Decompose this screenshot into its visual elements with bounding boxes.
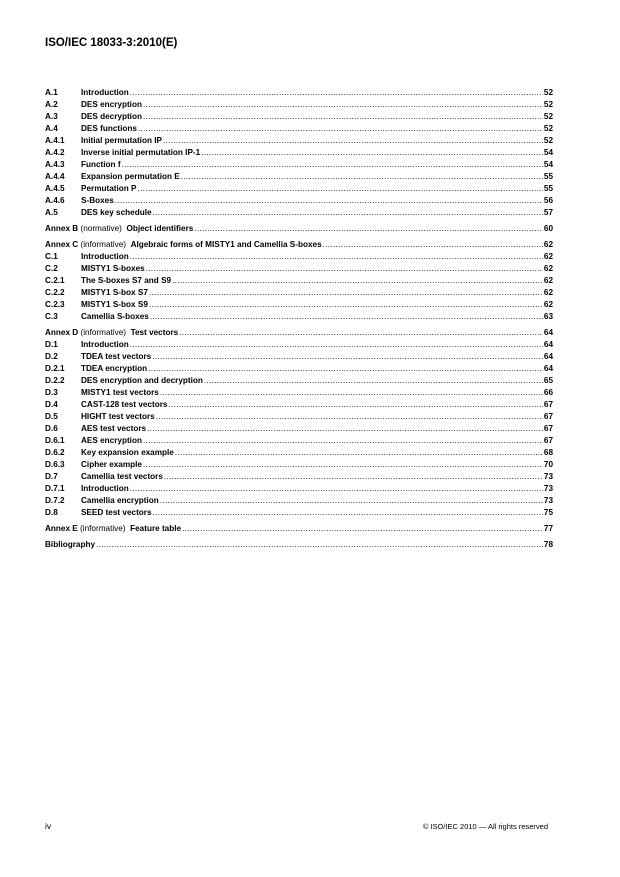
annex-type: (normative) [80,224,122,233]
toc-number: D.1 [45,340,58,349]
toc-annex-entry[interactable] [45,327,553,339]
leader-dots [160,387,543,399]
toc-number: D.8 [45,508,58,517]
toc-entry[interactable] [45,87,553,99]
table-of-contents [45,87,553,551]
toc-entry[interactable] [45,159,553,171]
toc-title: Test vectors [130,328,179,337]
toc-page: 65 [543,376,553,385]
toc-page: 73 [543,472,553,481]
toc-number: D.7.2 [45,496,65,505]
toc-title: MISTY1 S-box S9 [81,300,148,309]
leader-dots [323,239,543,251]
toc-number: D.2.1 [45,364,65,373]
toc-number: A.4.3 [45,160,65,169]
toc-number: D.7 [45,472,58,481]
toc-entry[interactable] [45,275,553,287]
toc-entry[interactable] [45,123,553,135]
toc-page: 62 [543,264,553,273]
toc-entry[interactable] [45,435,553,447]
toc-page: 63 [543,312,553,321]
annex-type: (informative) [80,328,126,337]
leader-dots [194,223,543,235]
toc-entry[interactable] [45,135,553,147]
toc-page: 64 [543,340,553,349]
toc-entry[interactable] [45,251,553,263]
toc-entry[interactable] [45,507,553,519]
toc-entry[interactable] [45,351,553,363]
toc-annex-entry[interactable] [45,239,553,251]
toc-page: 54 [543,160,553,169]
toc-page: 62 [543,288,553,297]
toc-page: 52 [543,112,553,121]
toc-number: A.5 [45,208,58,217]
toc-title: Permutation P [81,184,137,193]
leader-dots [182,523,543,535]
toc-number: A.4.6 [45,196,65,205]
toc-title: Algebraic forms of MISTY1 and Camellia S-boxes [130,240,322,249]
toc-title: Camellia test vectors [81,472,163,481]
toc-entry[interactable] [45,147,553,159]
toc-page: 67 [543,400,553,409]
leader-dots [181,171,543,183]
toc-page: 52 [543,124,553,133]
toc-page: 75 [543,508,553,517]
toc-entry[interactable] [45,311,553,323]
toc-entry[interactable] [45,447,553,459]
copyright-notice: © ISO/IEC 2010 — All rights reserved [422,822,548,831]
toc-annex-entry[interactable] [45,223,553,235]
leader-dots [160,495,543,507]
leader-dots [163,135,543,147]
toc-number: C.2 [45,264,58,273]
leader-dots [175,447,543,459]
toc-page: 64 [543,328,553,337]
toc-title: DES functions [81,124,137,133]
toc-title: Bibliography [45,540,96,549]
toc-entry[interactable] [45,483,553,495]
toc-page: 77 [543,524,553,533]
toc-title: CAST-128 test vectors [81,400,168,409]
toc-title: SEED test vectors [81,508,152,517]
leader-dots [148,363,543,375]
toc-page: 52 [543,136,553,145]
toc-title: Key expansion example [81,448,174,457]
toc-title: Introduction [81,88,129,97]
toc-entry[interactable] [45,423,553,435]
annex-type: (informative) [80,240,126,249]
toc-page: 67 [543,436,553,445]
toc-title: Introduction [81,252,129,261]
toc-number: D.4 [45,400,58,409]
toc-entry[interactable] [45,111,553,123]
toc-page: 52 [543,88,553,97]
toc-entry[interactable] [45,263,553,275]
toc-entry[interactable] [45,183,553,195]
toc-entry[interactable] [45,287,553,299]
toc-entry[interactable] [45,495,553,507]
toc-number: D.6.1 [45,436,65,445]
leader-dots [130,87,543,99]
toc-page: 66 [543,388,553,397]
toc-number: A.4.1 [45,136,65,145]
leader-dots [179,327,543,339]
leader-dots [143,111,543,123]
toc-entry[interactable] [45,375,553,387]
toc-page: 62 [543,300,553,309]
toc-title: HIGHT test vectors [81,412,155,421]
toc-number: A.2 [45,100,58,109]
toc-number: D.5 [45,412,58,421]
toc-number: D.7.1 [45,484,65,493]
leader-dots [168,399,542,411]
annex-label: Annex D [45,328,79,337]
leader-dots [150,311,543,323]
leader-dots [96,539,543,551]
leader-dots [130,339,543,351]
toc-number: D.6 [45,424,58,433]
leader-dots [130,251,543,263]
toc-page: 62 [543,276,553,285]
toc-title: MISTY1 test vectors [81,388,159,397]
annex-label: Annex E [45,524,78,533]
toc-page: 67 [543,424,553,433]
leader-dots [149,299,543,311]
toc-page: 70 [543,460,553,469]
toc-page: 60 [543,224,553,233]
toc-page: 62 [543,240,553,249]
leader-dots [138,183,543,195]
toc-number: D.3 [45,388,58,397]
toc-title: TDEA encryption [81,364,148,373]
toc-number: D.6.2 [45,448,65,457]
leader-dots [152,351,543,363]
leader-dots [149,287,543,299]
toc-entry[interactable] [45,171,553,183]
toc-title: MISTY1 S-boxes [81,264,145,273]
toc-title: Initial permutation IP [81,136,162,145]
toc-title: Function f [81,160,121,169]
toc-entry[interactable] [45,459,553,471]
leader-dots [138,123,543,135]
toc-title: Camellia S-boxes [81,312,149,321]
toc-number: C.1 [45,252,58,261]
toc-title: Introduction [81,484,129,493]
toc-entry[interactable] [45,363,553,375]
toc-entry[interactable] [45,99,553,111]
leader-dots [156,411,543,423]
leader-dots [153,507,543,519]
toc-annex-entry[interactable] [45,523,553,535]
toc-page: 64 [543,352,553,361]
toc-number: A.4.4 [45,172,65,181]
toc-title: Feature table [130,524,182,533]
toc-number: A.3 [45,112,58,121]
toc-title: Inverse initial permutation IP-1 [81,148,201,157]
toc-entry[interactable] [45,195,553,207]
toc-number: A.4.2 [45,148,65,157]
toc-title: TDEA test vectors [81,352,152,361]
annex-label: Annex C [45,240,79,249]
toc-entry[interactable] [45,299,553,311]
toc-title: Cipher example [81,460,142,469]
leader-dots [143,99,543,111]
toc-title: Expansion permutation E [81,172,180,181]
toc-number: D.2.2 [45,376,65,385]
toc-page: 73 [543,496,553,505]
toc-title: DES key schedule [81,208,152,217]
leader-dots [172,275,543,287]
toc-title: Camellia encryption [81,496,159,505]
toc-page: 73 [543,484,553,493]
toc-entry[interactable] [45,399,553,411]
leader-dots [143,459,543,471]
toc-page: 67 [543,412,553,421]
toc-number: C.3 [45,312,58,321]
page-number: iv [45,821,52,831]
leader-dots [204,375,543,387]
toc-entry[interactable] [45,471,553,483]
leader-dots [164,471,543,483]
toc-title: Introduction [81,340,129,349]
toc-page: 68 [543,448,553,457]
document-id: ISO/IEC 18033-3:2010(E) [45,37,178,49]
toc-entry[interactable] [45,339,553,351]
toc-number: C.2.3 [45,300,65,309]
leader-dots [146,263,543,275]
toc-title: MISTY1 S-box S7 [81,288,148,297]
toc-title: S-Boxes [81,196,114,205]
toc-page: 64 [543,364,553,373]
toc-page: 55 [543,184,553,193]
toc-page: 57 [543,208,553,217]
toc-entry[interactable] [45,387,553,399]
toc-page: 54 [543,148,553,157]
toc-title: Object identifiers [126,224,194,233]
leader-dots [143,435,543,447]
toc-bibliography-entry[interactable] [45,539,553,551]
toc-number: A.4 [45,124,58,133]
toc-page: 52 [543,100,553,109]
toc-title: DES encryption [81,100,142,109]
toc-number: A.1 [45,88,58,97]
leader-dots [153,207,543,219]
toc-page: 55 [543,172,553,181]
toc-number: D.6.3 [45,460,65,469]
leader-dots [115,195,543,207]
annex-label: Annex B [45,224,79,233]
toc-title: DES encryption and decryption [81,376,203,385]
leader-dots [147,423,543,435]
toc-number: A.4.5 [45,184,65,193]
toc-title: AES encryption [81,436,142,445]
toc-title: The S-boxes S7 and S9 [81,276,172,285]
toc-page: 62 [543,252,553,261]
annex-type: (informative) [80,524,126,533]
toc-title: AES test vectors [81,424,147,433]
toc-page: 56 [543,196,553,205]
leader-dots [201,147,543,159]
toc-number: C.2.1 [45,276,65,285]
toc-entry[interactable] [45,207,553,219]
leader-dots [122,159,543,171]
toc-title: DES decryption [81,112,142,121]
toc-number: C.2.2 [45,288,65,297]
leader-dots [130,483,543,495]
toc-page: 78 [543,540,553,549]
toc-number: D.2 [45,352,58,361]
toc-entry[interactable] [45,411,553,423]
